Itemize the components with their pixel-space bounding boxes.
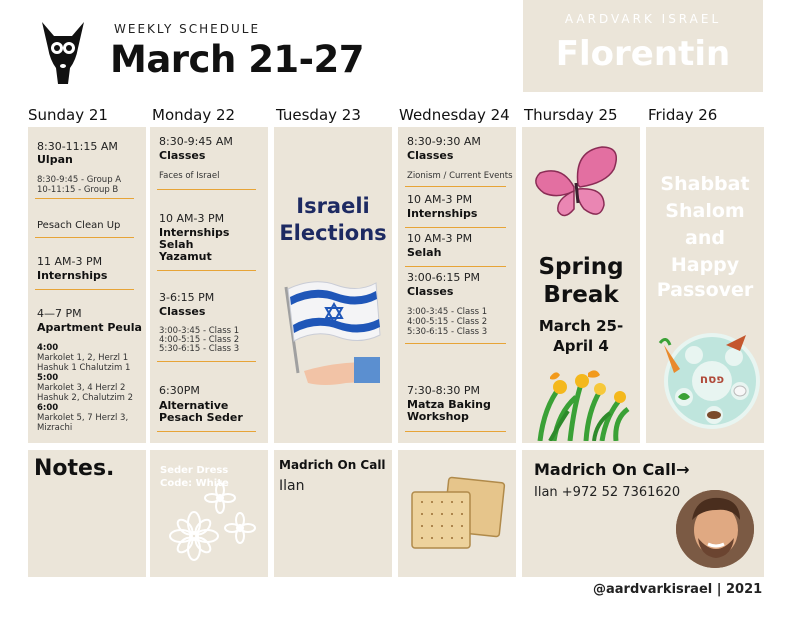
event-title: Pesach Seder [159, 411, 243, 424]
butterfly-icon [534, 143, 620, 225]
day-header-tuesday: Tuesday 23 [276, 106, 361, 124]
on-call-panel [274, 450, 392, 577]
event-title: Selah [407, 246, 442, 259]
event-time: 11 AM-3 PM [37, 255, 103, 268]
event-detail: Markolet 1, 2, Herzl 1 [37, 353, 129, 363]
flower-outline-icon [164, 480, 264, 572]
divider [157, 431, 256, 432]
event-title: Internships [407, 207, 478, 220]
event-detail: Markolet 3, 4 Herzl 2 [37, 383, 126, 393]
event-detail-heading: 4:00 [37, 343, 59, 353]
event-time: 7:30-8:30 PM [407, 384, 480, 397]
divider [157, 189, 256, 190]
event-title: Classes [407, 149, 454, 162]
event-title: Alternative [159, 399, 229, 412]
on-call-contact-title: Madrich On Call→ [534, 460, 690, 479]
header-kicker: WEEKLY SCHEDULE [114, 22, 261, 36]
divider [35, 289, 134, 290]
event-detail: Mizrachi [37, 423, 73, 433]
event-detail: 8:30-9:45 - Group A [37, 175, 122, 185]
seder-plate-icon [656, 325, 760, 433]
seder-plate-text: פסח [699, 372, 725, 386]
event-title: Pesach Clean Up [37, 220, 121, 231]
dress-code-text: Seder Dress Code: White [160, 465, 229, 489]
matza-icon [408, 476, 508, 572]
day-header-thursday: Thursday 25 [524, 106, 618, 124]
divider [405, 186, 506, 187]
event-detail: 3:00-3:45 - Class 1 [407, 307, 488, 317]
spring-break-line-1: Spring [538, 254, 624, 280]
on-call-phone: Ilan +972 52 7361620 [534, 485, 681, 500]
notes-panel [28, 450, 146, 577]
shabbat-line-1: Shabbat [660, 173, 750, 195]
event-time: 6:30PM [159, 384, 200, 397]
on-call-title: Madrich On Call [279, 458, 386, 472]
event-time: 10 AM-3 PM [407, 232, 473, 245]
divider [405, 343, 506, 344]
event-title: Yazamut [159, 250, 212, 263]
sunday-column [28, 127, 146, 443]
shabbat-line-4: Happy [670, 254, 740, 276]
event-title: Internships [37, 269, 108, 282]
notes-title: Notes. [34, 456, 115, 481]
event-time: 3:00-6:15 PM [407, 271, 480, 284]
event-title: Classes [407, 285, 454, 298]
brand-title: Florentin [555, 34, 731, 74]
event-time: 8:30-9:30 AM [407, 135, 481, 148]
divider [35, 198, 134, 199]
event-detail: Markolet 5, 7 Herzl 3, [37, 413, 129, 423]
dress-code-panel [150, 450, 268, 577]
event-detail-heading: 5:00 [37, 373, 59, 383]
divider [405, 227, 506, 228]
event-title: Classes [159, 305, 206, 318]
tuesday-column [274, 127, 392, 443]
event-detail: 3:00-3:45 - Class 1 [159, 326, 240, 336]
event-detail: Zionism / Current Events [407, 171, 513, 181]
spring-break-dates-1: March 25- [538, 317, 624, 335]
divider [35, 237, 134, 238]
event-detail: 10-11:15 - Group B [37, 185, 119, 195]
event-time: 3-6:15 PM [159, 291, 215, 304]
elections-line-1: Israeli [296, 194, 370, 218]
day-header-friday: Friday 26 [648, 106, 718, 124]
divider [157, 361, 256, 362]
event-title: Workshop [407, 410, 469, 423]
shabbat-line-5: Passover [656, 279, 754, 301]
spring-break-dates-2: April 4 [553, 337, 609, 355]
shabbat-line-2: Shalom [665, 200, 745, 222]
event-time: 8:30-9:45 AM [159, 135, 233, 148]
israeli-flag-icon [284, 277, 384, 392]
event-title: Matza Baking [407, 398, 491, 411]
divider [157, 270, 256, 271]
friday-column [646, 127, 764, 443]
event-title: Internships [159, 226, 230, 239]
event-detail: 5:30-6:15 - Class 3 [407, 327, 488, 337]
event-time: 8:30-11:15 AM [37, 140, 118, 153]
event-time: 10 AM-3 PM [407, 193, 473, 206]
event-title: Classes [159, 149, 206, 162]
brand-subtitle: AARDVARK ISRAEL [564, 12, 722, 26]
elections-line-2: Elections [279, 221, 387, 245]
spring-break-line-2: Break [543, 282, 619, 308]
on-call-name: Ilan [279, 478, 305, 494]
event-title: Apartment Peula [37, 321, 142, 334]
day-header-wednesday: Wednesday 24 [399, 106, 510, 124]
day-header-sunday: Sunday 21 [28, 106, 108, 124]
divider [405, 431, 506, 432]
event-detail: 4:00-5:15 - Class 2 [407, 317, 488, 327]
wednesday-column [398, 127, 516, 443]
divider [405, 266, 506, 267]
event-detail: 4:00-5:15 - Class 2 [159, 335, 240, 345]
aardvark-logo-icon [38, 20, 88, 86]
page-title: March 21-27 [110, 38, 365, 81]
day-header-monday: Monday 22 [152, 106, 236, 124]
event-detail: Faces of Israel [159, 171, 220, 181]
event-time: 4—7 PM [37, 307, 82, 320]
thursday-column [522, 127, 640, 443]
flowers-icon [530, 367, 634, 441]
event-detail: Hashuk 1 Chalutzim 1 [37, 363, 131, 373]
matza-panel [398, 450, 516, 577]
footer-credit: @aardvarkisrael | 2021 [593, 582, 763, 597]
event-title: Selah [159, 238, 194, 251]
shabbat-line-3: and [685, 227, 725, 249]
event-time: 10 AM-3 PM [159, 212, 225, 225]
madrich-avatar [676, 490, 754, 568]
monday-column [150, 127, 268, 443]
on-call-contact-panel [522, 450, 764, 577]
event-detail: 5:30-6:15 - Class 3 [159, 344, 240, 354]
event-detail: Hashuk 2, Chalutzim 2 [37, 393, 134, 403]
event-detail-heading: 6:00 [37, 403, 59, 413]
event-title: Ulpan [37, 153, 73, 166]
